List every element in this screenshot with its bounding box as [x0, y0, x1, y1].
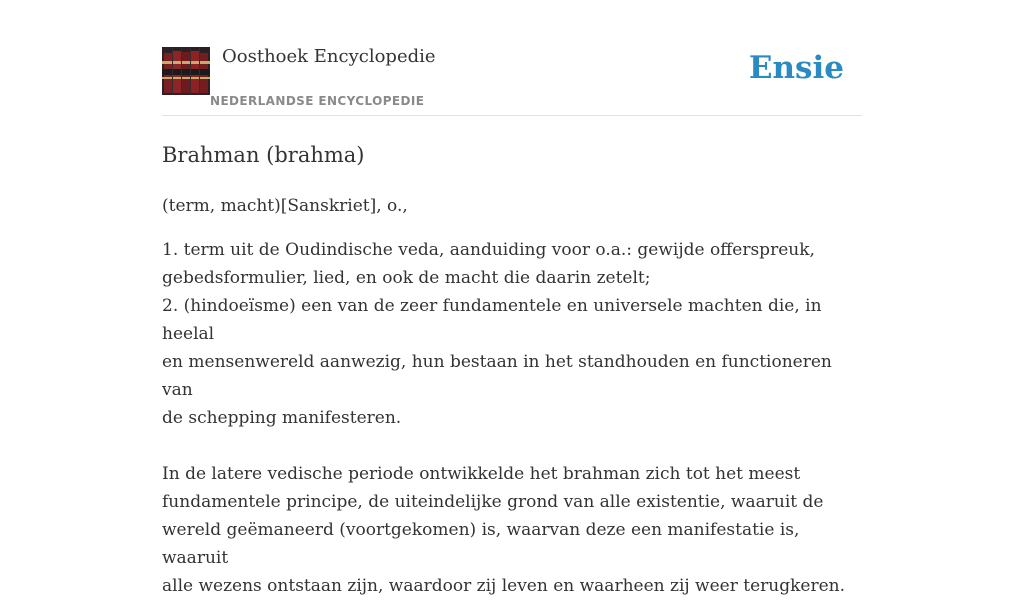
- article-meta: (term, macht)[Sanskriet], o.,: [162, 196, 408, 216]
- body-line: gebedsformulier, lied, en ook de macht die daarin zetelt;: [162, 268, 651, 288]
- body-line: fundamentele principe, de uiteindelijke grond van alle existentie, waaruit de: [162, 492, 824, 512]
- body-line: 1. term uit de Oudindische veda, aanduiding voor o.a.: gewijde offerspreuk,: [162, 240, 815, 260]
- ensie-logo[interactable]: Ensie: [748, 50, 844, 86]
- article-body: [162, 236, 862, 600]
- body-line: wereld geëmaneerd (voortgekomen) is, waarvan deze een manifestatie is, waaruit: [162, 520, 800, 568]
- encyclopedia-avatar[interactable]: [162, 47, 210, 95]
- body-line: alle wezens ontstaan zijn, waardoor zij leven en waarheen zij weer terugkeren.: [162, 576, 846, 596]
- site-header: [162, 0, 862, 116]
- book-spines-icon: [162, 47, 210, 95]
- body-line: 2. (hindoeïsme) een van de zeer fundamentele en universele machten die, in heelal: [162, 296, 822, 344]
- site-tagline: NEDERLANDSE ENCYCLOPEDIE: [210, 94, 425, 108]
- article: [162, 140, 862, 600]
- body-line: en mensenwereld aanwezig, hun bestaan in het standhouden en functioneren van: [162, 352, 832, 400]
- page-title: Brahman (brahma): [162, 143, 365, 167]
- body-line: In de latere vedische periode ontwikkelde het brahman zich tot het meest: [162, 464, 801, 484]
- site-name[interactable]: Oosthoek Encyclopedie: [222, 46, 436, 67]
- body-line: de schepping manifesteren.: [162, 408, 402, 428]
